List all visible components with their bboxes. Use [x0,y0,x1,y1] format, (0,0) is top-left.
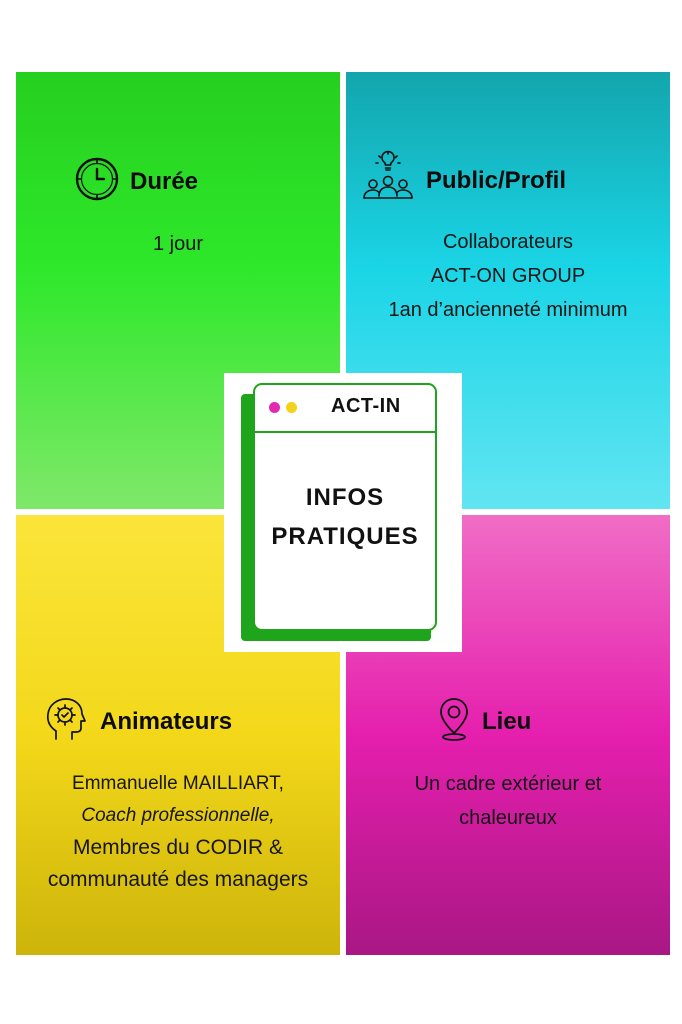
lieu-title: Lieu [482,707,532,735]
card-title [255,478,435,556]
yellow-dot-icon [286,402,297,413]
duree-title: Durée [130,167,199,195]
public-header [360,150,566,211]
card-title-bar [255,385,435,433]
animateurs-line-3: Membres du CODIR & [72,836,284,859]
duree-value: 1 jour [152,233,204,255]
animateurs-line-1: Emmanuelle MAILLIART, [72,773,284,794]
public-title: Public/Profil [426,166,567,194]
card-title-line-2: PRATIQUES [271,523,419,550]
duree-header [74,156,198,207]
card-brand: ACT-IN [331,395,401,417]
head-gear-icon [42,695,90,748]
card-title-line-1: INFOS [305,484,385,511]
magenta-dot-icon [269,402,280,413]
animateurs-line-4: communauté des managers [47,868,309,891]
animateurs-header [42,695,232,748]
animateurs-body [16,768,340,896]
public-line-3: 1an d’ancienneté minimum [388,299,628,321]
people-idea-icon [360,150,416,211]
animateurs-title: Animateurs [100,707,233,735]
clock-icon [74,156,120,207]
animateurs-line-2: Coach professionnelle, [81,805,275,826]
public-body [346,225,670,327]
lieu-body [346,767,670,835]
public-line-1: Collaborateurs [442,231,574,253]
lieu-line-1: Un cadre extérieur et [414,773,602,795]
lieu-line-2: chaleureux [459,807,557,829]
lieu-header [436,695,531,748]
duree-body [16,227,340,261]
location-pin-icon [436,695,472,748]
public-line-2: ACT-ON GROUP [430,265,586,287]
info-card [253,383,437,631]
